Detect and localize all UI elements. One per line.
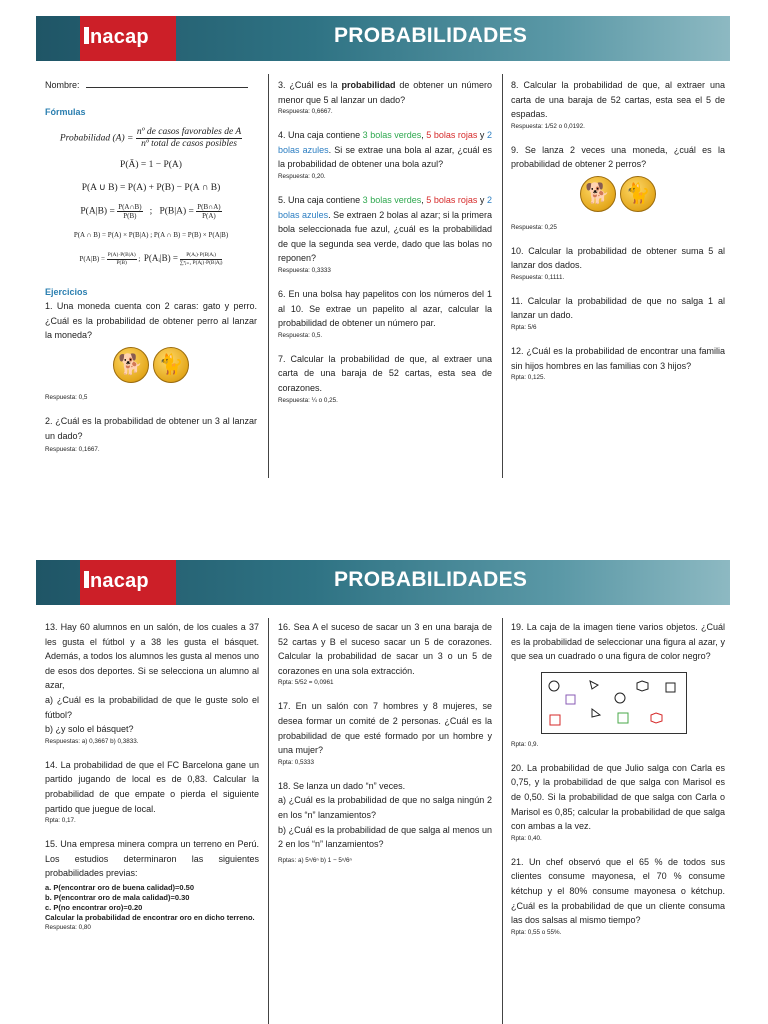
answer-9: Respuesta: 0,25	[511, 223, 557, 231]
column-4	[45, 620, 259, 944]
exercise-21: 21. Un chef observó que el 65 % de todos sus clientes consume mayonesa, el 70 % consume kétchup y el 80% consume mayonesa o kétchup. ¿Cuál es la probabilidad de que un cliente consuma las dos salsas al mismo tiempo?	[511, 856, 725, 926]
answer-21: Rpta: 0,55 o 55%.	[511, 928, 562, 936]
column-1	[45, 78, 257, 466]
option-b: b. P(encontrar oro de mala calidad)=0.30	[45, 892, 190, 902]
answer-11: Rpta: 5/6	[511, 323, 537, 331]
coin-images	[45, 347, 257, 388]
triangle-shape	[590, 681, 598, 689]
exercise-14: 14. La probabilidad de que el FC Barcelona gane un partido jugando de local es de 0,83. Calcular la probabilidad de que empate o pierda el siguiente partido que juegue de local.	[45, 759, 259, 814]
inacap-logo-2: nacap	[84, 570, 149, 593]
column-divider	[268, 74, 269, 478]
hexagon-shape	[637, 681, 648, 691]
answer-5: Respuesta: 0,3333	[278, 266, 331, 274]
exercise-6: 6. En una bolsa hay papelitos con los números del 1 al 10. Se extrae un papelito al azar, calcular la probabilidad de obtener un número par.	[278, 288, 492, 329]
inacap-logo: nacap	[84, 26, 149, 49]
dog-coin-icon: 🐕	[113, 347, 149, 383]
exercise-18b: b) ¿Cuál es la probabilidad de que salga al menos un 2 en los “n” lanzamientos?	[278, 824, 492, 850]
column-divider	[268, 618, 269, 1024]
exercise-10: 10. Calcular la probabilidad de obtener suma 5 al lanzar dos dados.	[511, 245, 725, 271]
exercise-13: 13. Hay 60 alumnos en un salón, de los cuales a 37 les gusta el fútbol y a 38 les gusta el básquet. Además, a todos los alumnos les gusta al menos uno de esos dos deportes. Si se selecciona un alumno al azar,	[45, 622, 259, 691]
exercise-17: 17. En un salón con 7 hombres y 8 mujeres, se desea formar un comité de 2 personas. ¿Cuál es la probabilidad de que esté formado por un hombre y una mujer?	[278, 701, 492, 756]
answer-7: Respuesta: ¼ o 0,25.	[278, 396, 338, 404]
exercise-13a: a) ¿Cuál es la probabilidad de que le guste solo el fútbol?	[45, 694, 259, 720]
exercise-15-tail: Calcular la probabilidad de encontrar oro en dicho terreno.	[45, 912, 255, 922]
answer-13: Respuestas: a) 0,3667 b) 0,3833.	[45, 737, 139, 745]
formula-union: P(A ∪ B) = P(A) + P(B) − P(A ∩ B)	[81, 182, 221, 193]
nombre-label: Nombre:	[45, 80, 80, 90]
exercise-7: 7. Calcular la probabilidad de que, al extraer una carta de una baraja de 52 cartas, esta sea de corazones.	[278, 353, 492, 393]
triangle-shape	[592, 709, 600, 717]
square-shape	[550, 715, 560, 725]
option-c: c. P(no encontrar oro)=0.20	[45, 902, 143, 912]
exercise-4: 4. Una caja contiene 3 bolas verdes, 5 bolas rojas y 2 bolas azules. Si se extrae una bola al azar, ¿cuál es la probabilidad de obtener una bola azul?	[278, 130, 492, 170]
exercise-12: 12. ¿Cuál es la probabilidad de encontrar una familia sin hijos hombres en las familias con 3 hijos?	[511, 345, 725, 371]
option-a: a. P(encontrar oro de buena calidad)=0.50	[45, 882, 195, 892]
column-divider	[502, 74, 503, 478]
answer-18: Rptas: a) 5ⁿ/6ⁿ b) 1 − 5ⁿ/6ⁿ	[278, 856, 352, 864]
column-2	[278, 78, 492, 417]
page-title-2: PROBABILIDADES	[334, 568, 528, 591]
cat-coin-icon: 🐈	[153, 347, 189, 383]
answer-15: Respuesta: 0,80	[45, 923, 91, 931]
shapes-figure	[542, 673, 686, 733]
answer-19: Rpta: 0,9.	[511, 740, 539, 748]
exercise-16: 16. Sea A el suceso de sacar un 3 en una baraja de 52 cartas y B el suceso sacar un 5 de corazones. Calcular la probabilidad de sacar un 3 o un 5 de corazones en una sola extracción.	[278, 622, 492, 676]
circle-shape	[549, 681, 559, 691]
nombre-line[interactable]	[86, 87, 248, 88]
square-shape	[618, 713, 628, 723]
coin-images-2	[511, 176, 725, 217]
shapes-box	[541, 672, 687, 734]
square-shape	[566, 695, 575, 704]
header-banner	[36, 16, 730, 61]
column-3	[511, 78, 725, 394]
circle-shape	[615, 693, 625, 703]
exercise-2: 2. ¿Cuál es la probabilidad de obtener un 3 al lanzar un dado?	[45, 416, 257, 442]
answer-16: Rpta: 5/52 = 0,0961	[278, 679, 334, 687]
answer-4: Respuesta: 0,20.	[278, 172, 326, 180]
exercise-8: 8. Calcular la probabilidad de que, al extraer una carta de una baraja de 52 cartas, esta sea el 5 de espadas.	[511, 80, 725, 120]
exercise-18: 18. Se lanza un dado “n” veces.	[278, 780, 406, 791]
square-shape	[666, 683, 675, 692]
answer-20: Rpta: 0,40.	[511, 834, 542, 842]
formula-bayes: P(A|B) = $\frac{P(A)\cdot P(B|A)}{P(B)}$ ; P(Aᵢ|B) = $\frac{\text{P(Aᵢ)·P(B|Aᵢ)}}{\text{∑ⁿⱼ₌₁ P(Aⱼ)·P(B|Aⱼ)}}$	[79, 252, 223, 266]
column-5	[278, 620, 492, 877]
header-banner-2	[36, 560, 730, 605]
exercise-1: 1. Una moneda cuenta con 2 caras: gato y perro. ¿Cuál es la probabilidad de obtener perro al lanzar la moneda?	[45, 301, 257, 341]
answer-17: Rpta: 0,5333	[278, 758, 315, 766]
option-list	[45, 883, 259, 913]
answer-2: Respuesta: 0,1667.	[45, 445, 100, 453]
answer-8: Respuesta: 1/52 o 0,0192.	[511, 122, 585, 130]
exercise-19: 19. La caja de la imagen tiene varios objetos. ¿Cuál es la probabilidad de seleccionar una figura al azar, y que sea un cuadrado o una figura de color negro?	[511, 622, 725, 662]
answer-1: Respuesta: 0,5	[45, 394, 88, 402]
dog-coin-icon: 🐕	[580, 176, 616, 212]
exercise-15: 15. Una empresa minera compra un terreno en Perú. Los estudios determinaron las siguientes probabilidades previas:	[45, 839, 259, 879]
exercise-11: 11. Calcular la probabilidad de que no salga 1 al lanzar un dado.	[511, 295, 725, 321]
exercise-13b: b) ¿y solo el básquet?	[45, 724, 134, 735]
exercise-5: 5. Una caja contiene 3 bolas verdes, 5 bolas rojas y 2 bolas azules. Se extraen 2 bolas al azar; si la primera bola seleccionada fue azul, ¿cuál es la probabilidad de que la segunda sea verde, dado que las bolas no reponen?	[278, 194, 492, 264]
exercise-3: 3. ¿Cuál es la probabilidad de obtener un número menor que 5 al lanzar un dado?	[278, 80, 492, 105]
cat-coin-icon: 🐈	[620, 176, 656, 212]
ejercicios-title: Ejercicios	[45, 286, 88, 297]
answer-14: Rpta: 0,17.	[45, 817, 76, 825]
answer-12: Rpta: 0,125.	[511, 374, 546, 382]
formula-complement: P(Ā) = 1 − P(A)	[120, 160, 182, 171]
formula-conditional: P(A|B) = $\frac{P(A\cap B)}{P(B)}$ ; P(B|A) = $\frac{P(B\cap A)}{P(A)}$	[80, 203, 221, 221]
formula-multiplication: P(A ∩ B) = P(A) × P(B|A) ; P(A ∩ B) = P(B) × P(A|B)	[73, 231, 229, 240]
answer-3: Respuesta: 0,6667.	[278, 108, 333, 116]
page-title: PROBABILIDADES	[334, 24, 528, 47]
exercise-20: 20. La probabilidad de que Julio salga con Carla es 0,75, y la probabilidad de que salga con Marisol es de 0,50. Si la probabilidad de que salga con Carla o Marisol es 0,85; calcular la probabilidad de que salga con ambas a la vez.	[511, 762, 725, 832]
formula-probability: Probabilidad (A) = $\frac{\text{nº de casos favorables de A}}{\text{nº total de casos posibles}}$	[59, 127, 242, 150]
exercise-9: 9. Se lanza 2 veces una moneda, ¿cuál es la probabilidad de obtener 2 perros?	[511, 144, 725, 170]
answer-10: Respuesta: 0,1111.	[511, 273, 565, 281]
column-divider	[502, 618, 503, 1024]
answer-6: Respuesta: 0,5.	[278, 331, 323, 339]
column-6	[511, 620, 725, 949]
hexagon-shape	[651, 713, 662, 723]
formulas-title: Fórmulas	[45, 106, 86, 117]
exercise-18a: a) ¿Cuál es la probabilidad de que no salga ningún 2 en los “n” lanzamientos?	[278, 795, 492, 820]
